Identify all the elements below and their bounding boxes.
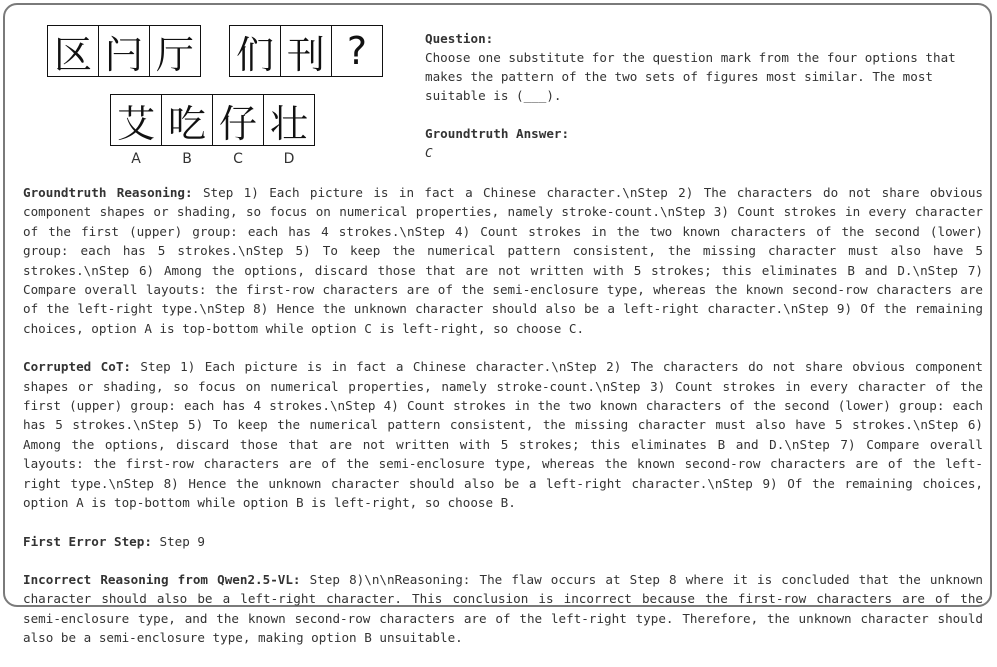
incorrect-reasoning-text: Step 8)\n\nReasoning: The flaw occurs at Step 8 where it is concluded that the unknown character should also be a left-right character. This conclusion is incorrect because the first-row characters are of the semi-enclosure type, and the known second-row characters are of the left-right type. Therefore, the unknown character should also be a semi-enclosure type, making option B unsuitable.: [23, 571, 983, 646]
incorrect-reasoning-paragraph: [23, 570, 983, 648]
option-cell-d: 壮: [263, 94, 315, 146]
groundtruth-reasoning-paragraph: [23, 183, 983, 338]
puzzle-figure: [5, 5, 405, 180]
answer-label: Groundtruth Answer:: [425, 126, 570, 141]
content-card: [3, 3, 992, 646]
puzzle-cell-4: 们: [229, 25, 281, 77]
corrupted-cot-label: Corrupted CoT:: [23, 359, 131, 375]
option-cell-c: 仔: [212, 94, 264, 146]
puzzle-cell-2: 闩: [98, 25, 150, 77]
groundtruth-reasoning-label: Groundtruth Reasoning:: [23, 185, 193, 200]
first-error-paragraph: [23, 532, 983, 551]
option-label-b: B: [182, 151, 192, 167]
first-error-text: Step 9: [159, 533, 205, 549]
question-answer-panel: [425, 29, 985, 162]
question-text: Choose one substitute for the question mark from the four options that makes the pattern of the two sets of figures most similar. The most suitable is (___).: [425, 50, 956, 103]
corrupted-cot-paragraph: [23, 357, 983, 512]
question-label: Question:: [425, 31, 494, 46]
option-label-a: A: [131, 151, 141, 167]
incorrect-reasoning-label: Incorrect Reasoning from Qwen2.5-VL:: [23, 571, 301, 587]
answer-text: C: [425, 145, 433, 160]
groundtruth-reasoning-text: Step 1) Each picture is in fact a Chinese character.\nStep 2) The characters do not share obvious component shapes or shading, so focus on numerical properties, namely stroke-count.\nStep 3) Count strokes in every character of the first (upper) group: each has 4 strokes.\nStep 4) Count strokes in the two known characters of the second (lower) group: each has 5 strokes.\nStep 5) To keep the numerical pattern consistent, the missing character must also have 5 strokes.\nStep 6) Among the options, discard those that are not written with 5 strokes; this eliminates B and D.\nStep 7) Compare overall layouts: the first-row characters are of the semi-enclosure type, whereas the known second-row characters are of the left-right type.\nStep 8) Hence the unknown character should also be a left-right character.\nStep 9) Of the remaining choices, option A is top-bottom while option C is left-right, so choose C.: [23, 185, 983, 336]
option-label-d: D: [283, 151, 295, 167]
puzzle-cell-question-mark: ?: [331, 25, 383, 77]
option-label-c: C: [233, 151, 243, 167]
corrupted-cot-text: Step 1) Each picture is in fact a Chinese character.\nStep 2) The characters do not share obvious component shapes or shading, so focus on numerical properties, namely stroke-count.\nStep 3) Count strokes in every character of the first (upper) group: each has 4 strokes.\nStep 4) Count strokes in the two known characters of the second (lower) group: each has 5 strokes.\nStep 5) To keep the numerical pattern consistent, the missing character must also have 5 strokes.\nStep 6) Among the options, discard those that are not written with 5 strokes; this eliminates B and D.\nStep 7) Compare overall layouts: the first-row characters are of the semi-enclosure type, whereas the known second-row characters are of the left-right type.\nStep 8) Hence the unknown character should also be a left-right character.\nStep 9) Of the remaining choices, option A is top-bottom while option B is left-right, so choose B.: [23, 359, 983, 511]
first-error-label: First Error Step:: [23, 533, 152, 549]
puzzle-cell-5: 刊: [280, 25, 332, 77]
reasoning-body: [23, 183, 983, 667]
option-cell-a: 艾: [110, 94, 162, 146]
puzzle-cell-1: 区: [47, 25, 99, 77]
puzzle-cell-3: 厅: [149, 25, 201, 77]
option-cell-b: 吃: [161, 94, 213, 146]
